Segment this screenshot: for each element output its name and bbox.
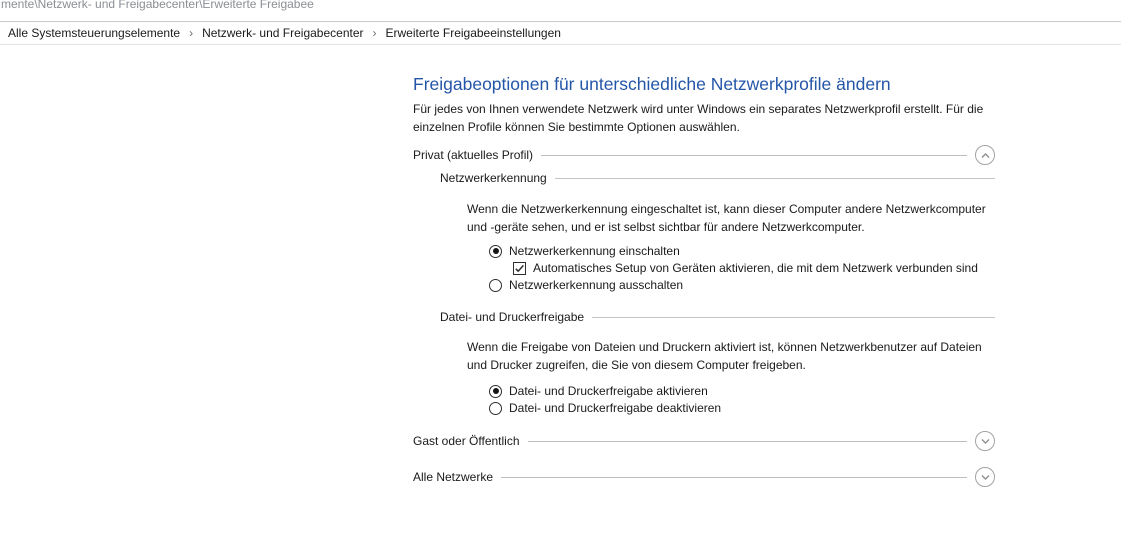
file-printer-sharing-description-line-1: Wenn die Freigabe von Dateien und Druckern aktiviert ist, können Netzwerkbenutzer auf Dateien bbox=[467, 340, 982, 354]
section-divider bbox=[501, 477, 967, 478]
section-divider bbox=[541, 155, 967, 156]
radio-selected-icon[interactable] bbox=[489, 245, 502, 258]
page-title: Freigabeoptionen für unterschiedliche Netzwerkprofile ändern bbox=[413, 74, 891, 94]
radio-file-sharing-off[interactable] bbox=[489, 400, 995, 416]
subsection-divider bbox=[592, 317, 995, 318]
radio-unselected-icon[interactable] bbox=[489, 279, 502, 292]
section-label-all-networks: Alle Netzwerke bbox=[413, 470, 494, 484]
checkbox-auto-setup-devices[interactable] bbox=[513, 260, 995, 276]
section-label-guest-public: Gast oder Öffentlich bbox=[413, 434, 520, 448]
radio-network-discovery-on-label[interactable]: Netzwerkerkennung einschalten bbox=[509, 244, 680, 258]
section-header-guest-public[interactable] bbox=[413, 430, 995, 452]
window-title-fragment: mente\Netzwerk- und Freigabecenter\Erweiterte Freigabee bbox=[1, 0, 314, 11]
chevron-down-icon bbox=[980, 437, 991, 446]
checkbox-checked-icon[interactable] bbox=[513, 262, 526, 275]
radio-file-sharing-on[interactable] bbox=[489, 383, 995, 399]
chevron-down-icon bbox=[980, 473, 991, 482]
radio-selected-icon[interactable] bbox=[489, 385, 502, 398]
breadcrumb-item-network-sharing-center[interactable]: Netzwerk- und Freigabecenter bbox=[202, 26, 364, 40]
main-content bbox=[413, 0, 995, 488]
chevron-right-icon: › bbox=[372, 26, 377, 40]
radio-unselected-icon[interactable] bbox=[489, 402, 502, 415]
radio-file-sharing-on-label[interactable]: Datei- und Druckerfreigabe aktivieren bbox=[509, 384, 708, 398]
network-discovery-description bbox=[467, 201, 995, 236]
radio-file-sharing-off-label[interactable]: Datei- und Druckerfreigabe deaktivieren bbox=[509, 401, 722, 415]
breadcrumb-item-advanced-sharing-settings[interactable]: Erweiterte Freigabeeinstellungen bbox=[385, 26, 561, 40]
section-label-private: Privat (aktuelles Profil) bbox=[413, 148, 534, 162]
subsection-label-network-discovery: Netzwerkerkennung bbox=[440, 171, 547, 185]
intro-text bbox=[413, 101, 995, 136]
subsection-divider bbox=[555, 178, 995, 179]
checkbox-auto-setup-devices-label[interactable]: Automatisches Setup von Geräten aktivieren, die mit dem Netzwerk verbunden sind bbox=[533, 261, 978, 275]
section-divider bbox=[528, 441, 968, 442]
section-header-private[interactable] bbox=[413, 144, 995, 166]
subsection-header-network-discovery bbox=[440, 170, 995, 186]
chevron-right-icon: › bbox=[189, 26, 194, 40]
expand-guest-public-section-button[interactable] bbox=[975, 431, 995, 451]
expand-all-networks-section-button[interactable] bbox=[975, 467, 995, 487]
intro-line-2: einzelnen Profile können Sie bestimmte Optionen auswählen. bbox=[413, 119, 740, 134]
network-discovery-description-line-1: Wenn die Netzwerkerkennung eingeschaltet ist, kann dieser Computer andere Netzwerkcomputer bbox=[467, 202, 986, 216]
breadcrumb-item-all-control-panel-items[interactable]: Alle Systemsteuerungselemente bbox=[8, 26, 181, 40]
radio-network-discovery-off-label[interactable]: Netzwerkerkennung ausschalten bbox=[509, 278, 684, 292]
section-header-all-networks[interactable] bbox=[413, 466, 995, 488]
checkmark-icon bbox=[514, 263, 525, 274]
radio-network-discovery-on[interactable] bbox=[489, 243, 995, 259]
intro-line-1: Für jedes von Ihnen verwendete Netzwerk wird unter Windows ein separates Netzwerkprofil erstellt. Für die bbox=[413, 102, 984, 116]
radio-network-discovery-off[interactable] bbox=[489, 277, 995, 293]
subsection-header-file-printer-sharing bbox=[440, 309, 995, 325]
collapse-private-section-button[interactable] bbox=[975, 145, 995, 165]
network-discovery-description-line-2: und -geräte sehen, und er ist selbst sichtbar für andere Netzwerkcomputer. bbox=[467, 219, 865, 234]
file-printer-sharing-description-line-2: und Drucker zugreifen, die Sie von diesem Computer freigeben. bbox=[467, 357, 806, 372]
subsection-label-file-printer-sharing: Datei- und Druckerfreigabe bbox=[440, 310, 585, 324]
file-printer-sharing-description bbox=[467, 339, 995, 374]
chevron-up-icon bbox=[980, 151, 991, 160]
